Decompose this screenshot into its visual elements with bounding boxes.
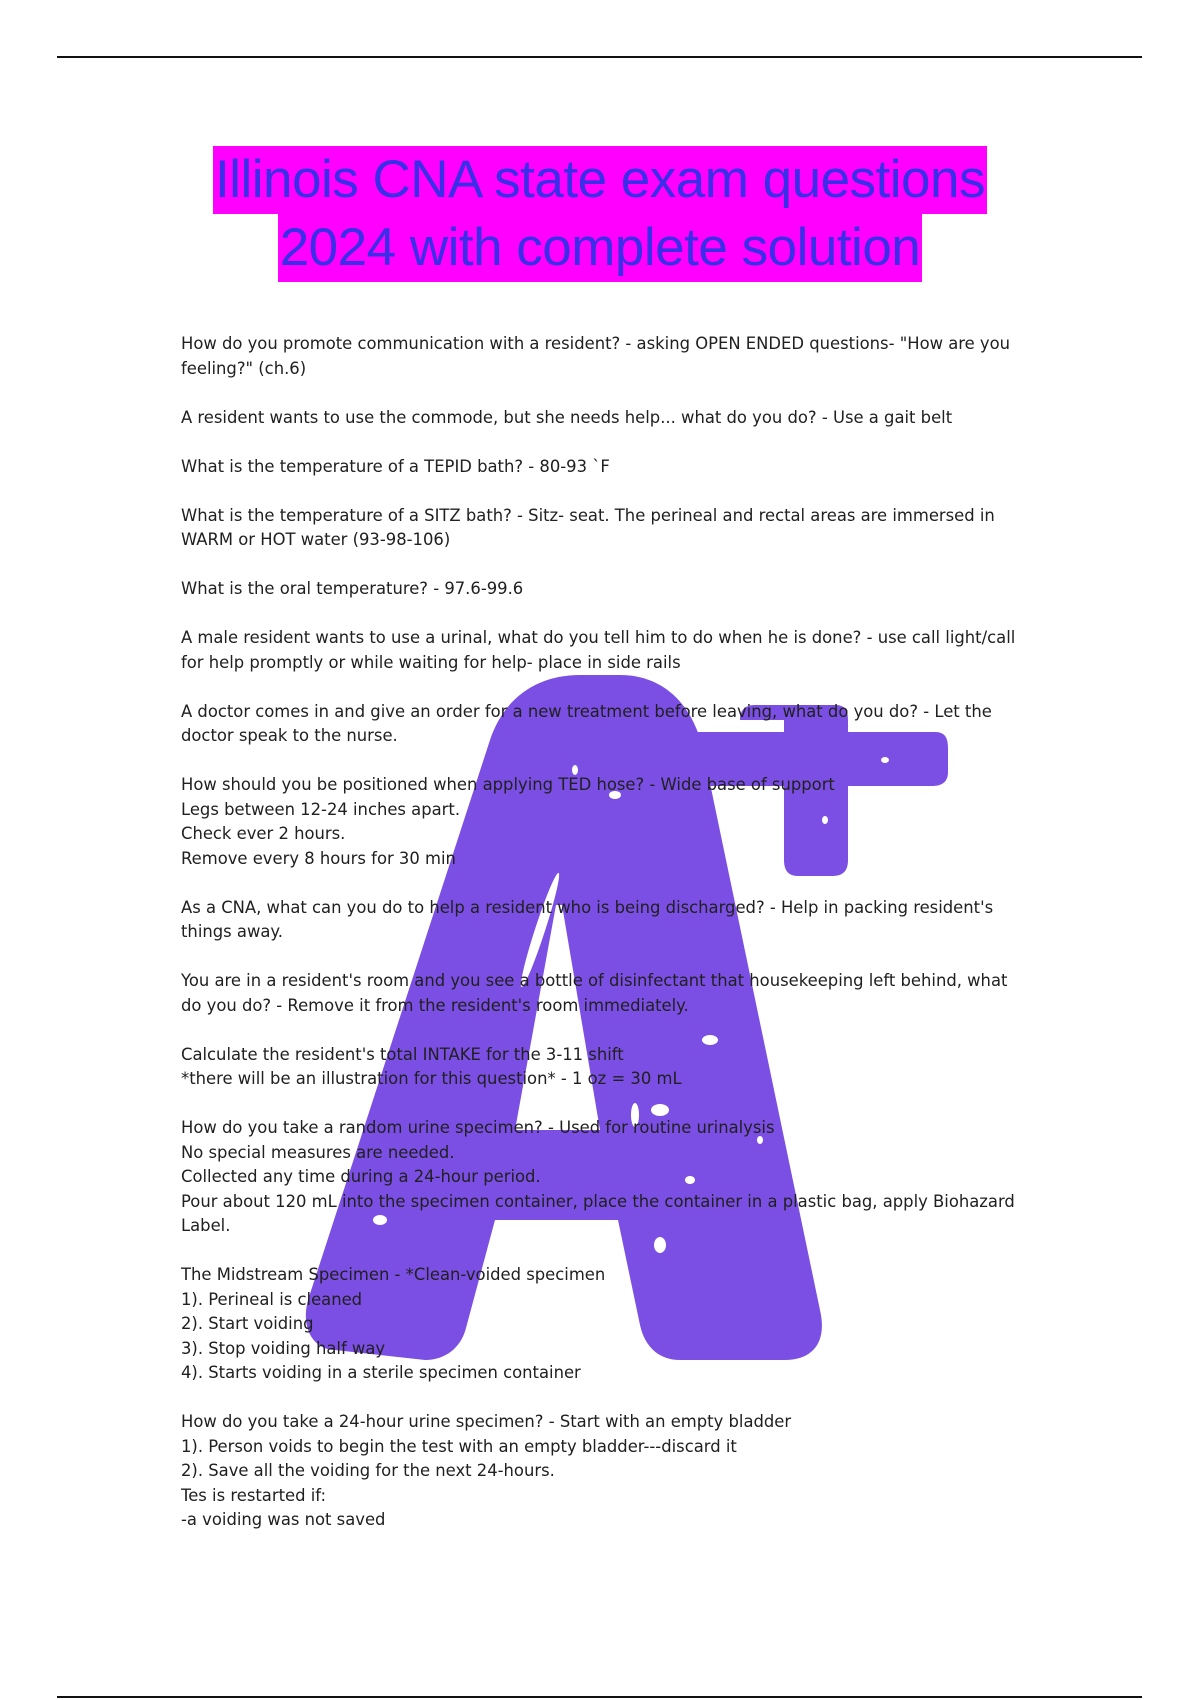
qa-line: Legs between 12-24 inches apart. xyxy=(181,799,461,819)
qa-line: A doctor comes in and give an order for a new treatment before leaving, what do you do? - Let the doctor speak to the nurse. xyxy=(181,701,992,745)
bottom-rule xyxy=(57,1696,1142,1698)
qa-item xyxy=(181,406,1021,431)
qa-line: 3). Stop voiding half way xyxy=(181,1338,386,1358)
document-title xyxy=(0,146,1200,282)
qa-line: Remove every 8 hours for 30 min xyxy=(181,848,456,868)
qa-line: How should you be positioned when applying TED hose? - Wide base of support xyxy=(181,775,835,794)
qa-line: You are in a resident's room and you see a bottle of disinfectant that housekeeping left behind, what do you do? - Remove it from the resident's room immediately. xyxy=(181,971,1008,1015)
qa-item xyxy=(181,969,1021,1018)
qa-line: The Midstream Specimen - *Clean-voided specimen xyxy=(181,1265,606,1284)
qa-item xyxy=(181,1410,1021,1533)
qa-item xyxy=(181,1263,1021,1386)
qa-line: Tes is restarted if: xyxy=(181,1485,326,1505)
qa-line: A resident wants to use the commode, but she needs help... what do you do? - Use a gait belt xyxy=(181,407,953,427)
qa-line: A male resident wants to use a urinal, what do you tell him to do when he is done? - use call light/call for help promptly or while waiting for help- place in side rails xyxy=(181,628,1016,672)
qa-item xyxy=(181,455,1021,480)
qa-line: Collected any time during a 24-hour period. xyxy=(181,1167,541,1186)
qa-line: As a CNA, what can you do to help a resident who is being discharged? - Help in packing resident's things away. xyxy=(181,897,994,941)
title-line-2: 2024 with complete solution xyxy=(278,214,923,282)
qa-line: 2). Save all the voiding for the next 24-hours. xyxy=(181,1461,555,1480)
qa-item xyxy=(181,577,1021,602)
qa-item xyxy=(181,773,1021,871)
qa-item xyxy=(181,1043,1021,1092)
qa-line: *there will be an illustration for this question* - 1 oz = 30 mL xyxy=(181,1069,682,1088)
title-line-1: Illinois CNA state exam questions xyxy=(213,146,987,214)
qa-line: Pour about 120 mL into the specimen container, place the container in a plastic bag, apply Biohazard Label. xyxy=(181,1191,1015,1235)
qa-line: How do you take a 24-hour urine specimen? - Start with an empty bladder xyxy=(181,1412,792,1431)
qa-line: What is the temperature of a SITZ bath? - Sitz- seat. The perineal and rectal areas are immersed in WARM or HOT water (93-98-106) xyxy=(181,505,995,549)
qa-line: 4). Starts voiding in a sterile specimen container xyxy=(181,1363,581,1382)
qa-line: Check ever 2 hours. xyxy=(181,824,346,843)
qa-line: 1). Person voids to begin the test with an empty bladder---discard it xyxy=(181,1436,737,1456)
qa-item xyxy=(181,626,1021,675)
top-rule xyxy=(57,56,1142,58)
qa-item xyxy=(181,700,1021,749)
qa-line: How do you take a random urine specimen? - Used for routine urinalysis xyxy=(181,1118,775,1137)
qa-line: Calculate the resident's total INTAKE for the 3-11 shift xyxy=(181,1044,624,1064)
qa-item xyxy=(181,504,1021,553)
qa-line: What is the temperature of a TEPID bath? - 80-93 `F xyxy=(181,456,610,476)
qa-item xyxy=(181,896,1021,945)
qa-line: What is the oral temperature? - 97.6-99.6 xyxy=(181,579,524,598)
qa-line: 2). Start voiding xyxy=(181,1314,314,1333)
qa-line: No special measures are needed. xyxy=(181,1142,455,1162)
qa-line: -a voiding was not saved xyxy=(181,1510,386,1529)
qa-item xyxy=(181,1116,1021,1239)
qa-line: How do you promote communication with a resident? - asking OPEN ENDED questions- "How are you feeling?" (ch.6) xyxy=(181,334,1011,378)
qa-item xyxy=(181,332,1021,381)
document-body xyxy=(181,332,1021,1557)
qa-line: 1). Perineal is cleaned xyxy=(181,1289,363,1309)
